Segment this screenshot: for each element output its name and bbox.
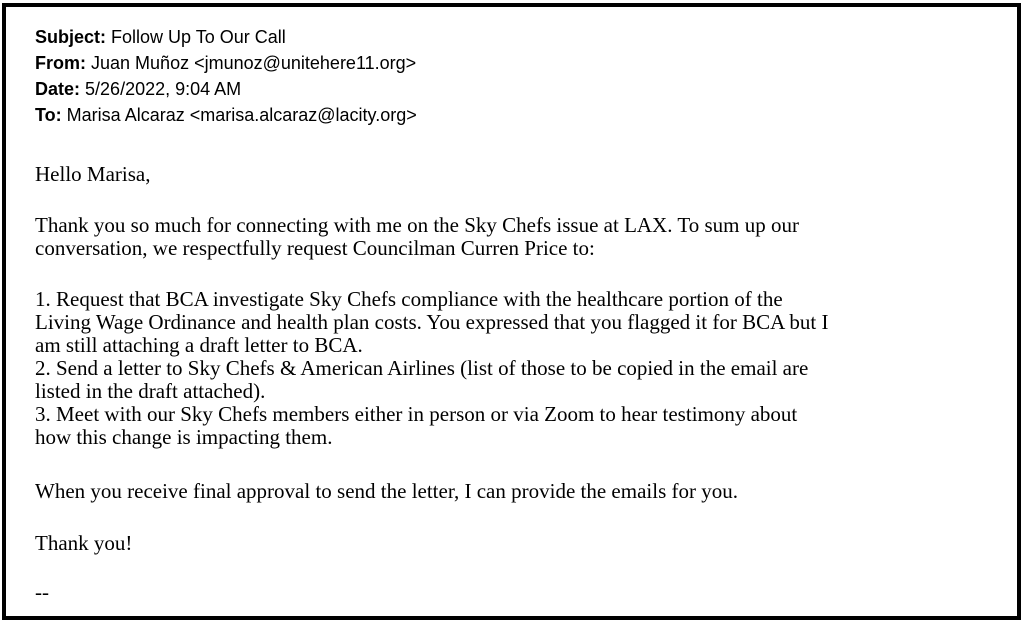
list-item-1-line: 1. Request that BCA investigate Sky Chefs compliance with the healthcare portion of the (35, 287, 783, 311)
subject-value: Follow Up To Our Call (111, 27, 286, 47)
date-value: 5/26/2022, 9:04 AM (85, 79, 242, 99)
list-item-1-line: am still attaching a draft letter to BCA. (35, 333, 363, 357)
email-document-frame (2, 3, 1021, 620)
email-header (35, 24, 417, 128)
list-item-3-line: how this change is impacting them. (35, 425, 333, 449)
from-row (35, 50, 417, 76)
to-row (35, 102, 417, 128)
to-label: To: (35, 105, 62, 125)
date-label: Date: (35, 79, 81, 99)
list-item-2-line: listed in the draft attached). (35, 379, 266, 403)
intro-line: Thank you so much for connecting with me on the Sky Chefs issue at LAX. To sum up our (35, 213, 799, 237)
subject-label: Subject: (35, 27, 107, 47)
closing-paragraph: When you receive final approval to send the letter, I can provide the emails for you. (35, 479, 738, 503)
date-row (35, 76, 417, 102)
email-body (35, 163, 995, 604)
subject-row (35, 24, 417, 50)
from-value: Juan Muñoz <jmunoz@unitehere11.org> (91, 53, 417, 73)
thanks-line: Thank you! (35, 531, 133, 555)
intro-line: conversation, we respectfully request Councilman Curren Price to: (35, 236, 595, 260)
list-item-3-line: 3. Meet with our Sky Chefs members either in person or via Zoom to hear testimony about (35, 402, 798, 426)
intro-paragraph (35, 214, 995, 260)
list-item-2-line: 2. Send a letter to Sky Chefs & American Airlines (list of those to be copied in the email are (35, 356, 809, 380)
from-label: From: (35, 53, 86, 73)
request-list (35, 288, 995, 449)
signature-delimiter: -- (35, 580, 49, 604)
list-item-1-line: Living Wage Ordinance and health plan costs. You expressed that you flagged it for BCA but I (35, 310, 829, 334)
to-value: Marisa Alcaraz <marisa.alcaraz@lacity.org> (66, 105, 417, 125)
greeting: Hello Marisa, (35, 162, 151, 186)
